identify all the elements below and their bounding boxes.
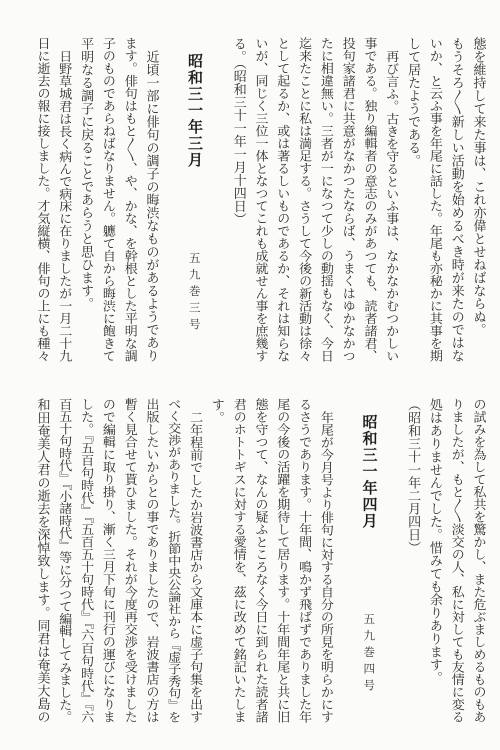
- text-column: る。（昭和三十一年一月十四日）: [230, 37, 246, 226]
- text-column: 日に逝去の報に接しました。才気縦横、俳句の上にも種々: [34, 37, 50, 362]
- text-column: りましたが、もと〳〵淡交の人、私に対しても友情に変る: [448, 398, 464, 723]
- text-column: いか、と云ふ事を年尾に話した。年尾も亦秘かに其事を期: [426, 37, 442, 362]
- text-column: 君のホトトギスに対する愛情を、茲に改めて銘記いたしま: [230, 398, 246, 723]
- entry-heading: 昭和三一年三月: [186, 53, 204, 169]
- text-column: 投句家諸君に共意がなかつたならば、うまくはゆかなかつ: [339, 37, 355, 362]
- text-column: 二年程前でしたか岩波書店から文庫本に虚子句集を出す: [187, 411, 203, 723]
- entry-heading: 昭和三一年四月: [360, 414, 379, 530]
- text-column: （昭和三十一年二月四日）: [405, 398, 421, 554]
- text-column: 尾の今後の活躍を期待して居ります。十年間年尾と共に旧: [274, 398, 290, 723]
- text-column: として起るか、或は著るしいものであるか、それは知らな: [274, 37, 290, 362]
- text-column: いが、同じく三位一体となつてこれも成就せん事を庶幾す: [252, 37, 268, 362]
- lower-tier: [0, 398, 500, 743]
- text-column: るさうであります。十年間、鳴かず飛ばずでありました年: [296, 398, 312, 723]
- text-column: ので編輯に取り掛り、漸く三月下旬に刊行の運びになりま: [99, 398, 115, 723]
- issue-number: 五九巻四号: [362, 613, 377, 696]
- text-column: した。『五百句時代』『五百五十句時代』『六百句時代』『六: [78, 398, 94, 723]
- text-column: の試みを為して私共を驚かし、また危ぶましめるものもあ: [470, 398, 486, 723]
- text-column: 日野草城君は長く病んで病床に在りましたが一月二十九: [56, 50, 72, 362]
- text-column: 迄来たことに私は満足する。さうして今後の新活動は徐々: [296, 37, 312, 362]
- text-column: 年尾が今月号より俳句に対する自分の所見を明らかにす: [317, 411, 333, 723]
- text-column: 処はありませんでした。惜みても余りあります。: [426, 398, 442, 684]
- text-column: たに相違無い。三者が一になつて少しの動揺もなく、今日: [317, 37, 333, 362]
- text-column: 事である。独り編輯者の意志のみがあつても、読者諸君、: [361, 37, 377, 362]
- text-column: 態を守つて、なんの疑ふところなく今日に到られた読者諸: [252, 398, 268, 723]
- text-column: ます。俳句はもと〳〵、や、かな、を幹根とした平明な調: [121, 37, 137, 362]
- text-column: 暫く見合せて貰ひました。それが今度再交渉を受けました: [121, 398, 137, 723]
- text-column: べく交渉がありました。折節中央公論社から『虚子秀句』を: [165, 398, 181, 723]
- text-column: もうそろ〳〵新しい活動を始めるべき時が来たのではな: [448, 37, 464, 362]
- text-column: 和田奄美人君の逝去を深悼致します。同君は奄美大島の: [34, 398, 50, 723]
- text-column: 子のものであらねばなりません。軈て自から晦渋に飽きて: [99, 37, 115, 362]
- text-column: して居たようである。: [405, 37, 421, 167]
- text-column: 再び言ふ。古きを守るといふ事は、なかなかむつかしい: [383, 50, 399, 362]
- text-column: 近頃一部に俳句の調子の晦渋なものがあるようであり: [143, 50, 159, 362]
- issue-number: 五九巻三号: [187, 252, 202, 335]
- text-column: 態を維持して来た事は、これ亦偉とせねばならぬ。: [470, 37, 486, 336]
- text-column: 百五十句時代』『小諸時代』等に分つて編輯してみました。: [56, 398, 72, 723]
- text-column: 平明なる調子に戻ることであらうと思ひます。: [78, 37, 94, 310]
- text-column: 出版したいからとの事でありましたので、岩波書店の方は: [143, 398, 159, 723]
- text-column: す。: [208, 398, 224, 424]
- upper-tier: [0, 37, 500, 382]
